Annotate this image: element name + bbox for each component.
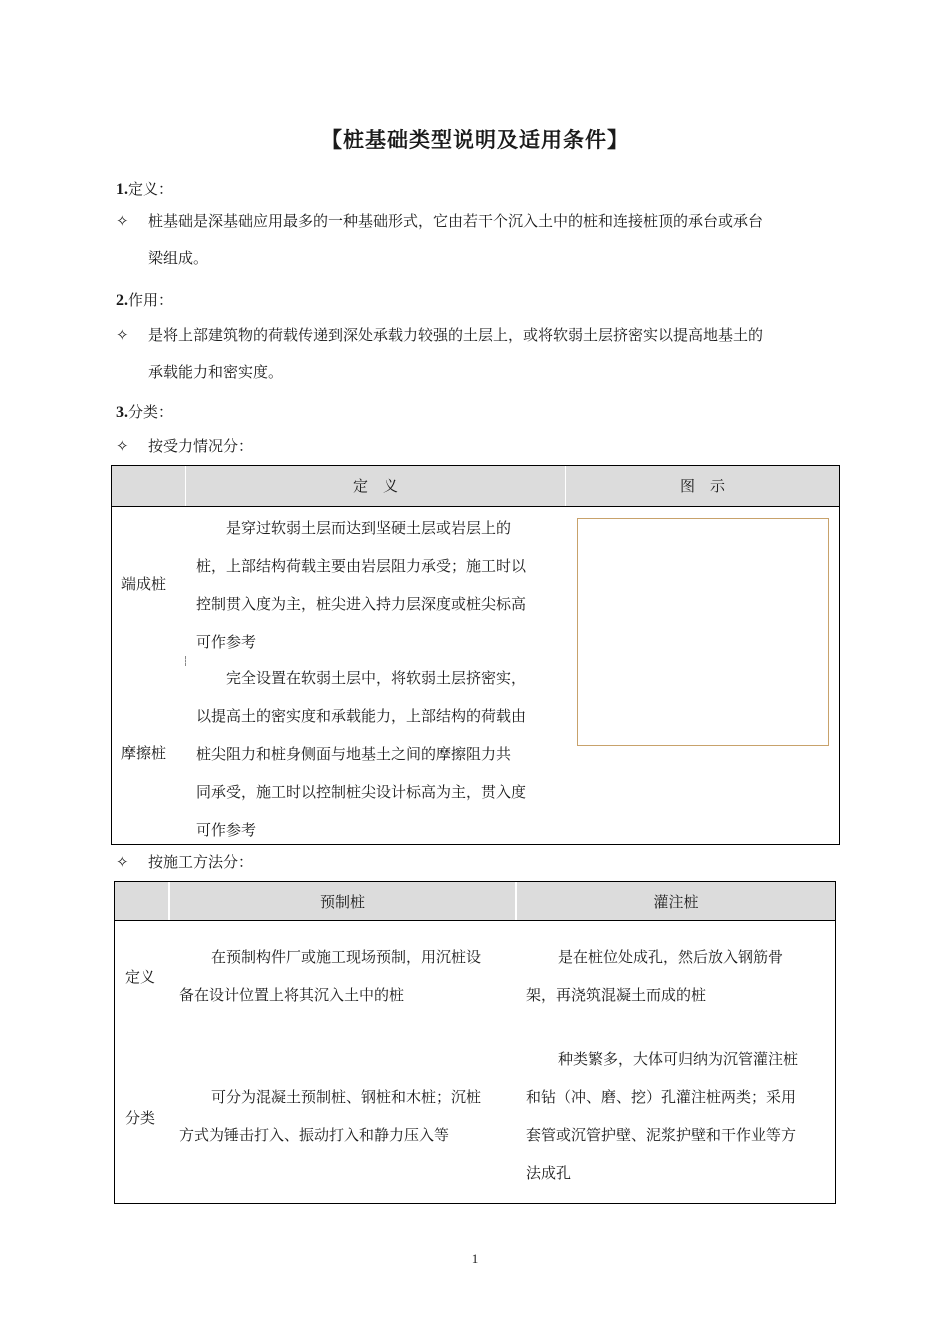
row-label-classification: 分类 [125, 1109, 156, 1127]
bullet-icon: ✧ [116, 212, 129, 230]
function-line-1: 是将上部建筑物的荷载传递到深处承载力较强的土层上，或将软弱土层挤密实以提高地基土的 [148, 326, 764, 344]
text-line: 和钻（冲、磨、挖）孔灌注桩两类；采用 [526, 1088, 797, 1106]
text-line: 在预制构件厂或施工现场预制，用沉桩设 [211, 948, 482, 966]
text-line: 种类繁多，大体可归纳为沉管灌注桩 [558, 1050, 799, 1068]
section-3-label: 分类： [128, 403, 174, 421]
section-2-number: 2. [116, 292, 128, 309]
bullet-icon: ✧ [116, 437, 129, 455]
text-line: 架，再浇筑混凝土而成的桩 [526, 986, 707, 1004]
precast-definition [179, 938, 509, 1014]
function-line-2: 承载能力和密实度。 [148, 363, 284, 381]
text-line: 桩，上部结构荷载主要由岩层阻力承受；施工时以 [196, 557, 527, 575]
row-label-end-bearing-pile: 端成桩 [121, 575, 167, 593]
by-force-label: 按受力情况分： [148, 437, 254, 455]
figure-placeholder [577, 518, 829, 746]
section-3-heading [116, 401, 173, 422]
by-construction-label: 按施工方法分： [148, 853, 254, 871]
section-2-heading [116, 289, 173, 310]
header-definition: 定 义 [352, 477, 398, 495]
document-title: 【桩基础类型说明及适用条件】 [321, 127, 629, 152]
text-line: 是穿过软弱土层而达到坚硬土层或岩层上的 [226, 519, 512, 537]
text-line: 方式为锤击打入、振动打入和静力压入等 [179, 1126, 450, 1144]
text-line: 同承受，施工时以控制桩尖设计标高为主，贯入度 [196, 783, 527, 801]
bullet-icon: ✧ [116, 853, 129, 871]
text-line: 可分为混凝土预制桩、钢桩和木桩；沉桩 [211, 1088, 482, 1106]
cast-definition [526, 938, 831, 1014]
section-1-heading [116, 178, 173, 199]
text-line: 是在桩位处成孔，然后放入钢筋骨 [558, 948, 784, 966]
friction-pile-description [196, 659, 558, 849]
definition-paragraph [148, 203, 848, 277]
row-divider-mark [515, 1025, 517, 1035]
text-line: 完全设置在软弱土层中，将软弱土层挤密实， [226, 669, 527, 687]
function-paragraph [148, 317, 848, 391]
definition-line-2: 梁组成。 [148, 249, 209, 267]
text-line: 桩尖阻力和桩身侧面与地基土之间的摩擦阻力共 [196, 745, 512, 763]
cast-classification [526, 1040, 831, 1192]
text-line: 备在设计位置上将其沉入土中的桩 [179, 986, 405, 1004]
page-number: 1 [471, 1251, 479, 1266]
header-figure: 图 示 [679, 477, 725, 495]
text-line: 法成孔 [526, 1164, 572, 1182]
text-line: 控制贯入度为主，桩尖进入持力层深度或桩尖标高 [196, 595, 527, 613]
section-2-label: 作用： [128, 291, 174, 309]
section-1-label: 定义： [128, 180, 174, 198]
text-line: 可作参考 [196, 633, 257, 651]
row-label-friction-pile: 摩擦桩 [121, 744, 167, 762]
section-1-number: 1. [116, 181, 128, 198]
header-precast-pile: 预制桩 [319, 893, 365, 911]
section-3-number: 3. [116, 404, 128, 421]
precast-classification [179, 1078, 509, 1154]
text-line: 套管或沉管护壁、泥浆护壁和干作业等方 [526, 1126, 797, 1144]
force-classification-table [111, 465, 840, 845]
text-line: 可作参考 [196, 821, 257, 839]
bullet-icon: ✧ [116, 326, 129, 344]
text-line: 以提高土的密实度和承载能力，上部结构的荷载由 [196, 707, 527, 725]
end-bearing-pile-description [196, 509, 558, 661]
row-divider-mark [185, 656, 186, 666]
header-cast-in-place-pile: 灌注桩 [653, 893, 699, 911]
definition-line-1: 桩基础是深基础应用最多的一种基础形式，它由若干个沉入土中的桩和连接桩顶的承台或承台 [148, 212, 764, 230]
row-divider-mark [168, 1025, 170, 1035]
row-label-definition: 定义 [125, 968, 156, 986]
construction-classification-table [114, 881, 836, 1204]
